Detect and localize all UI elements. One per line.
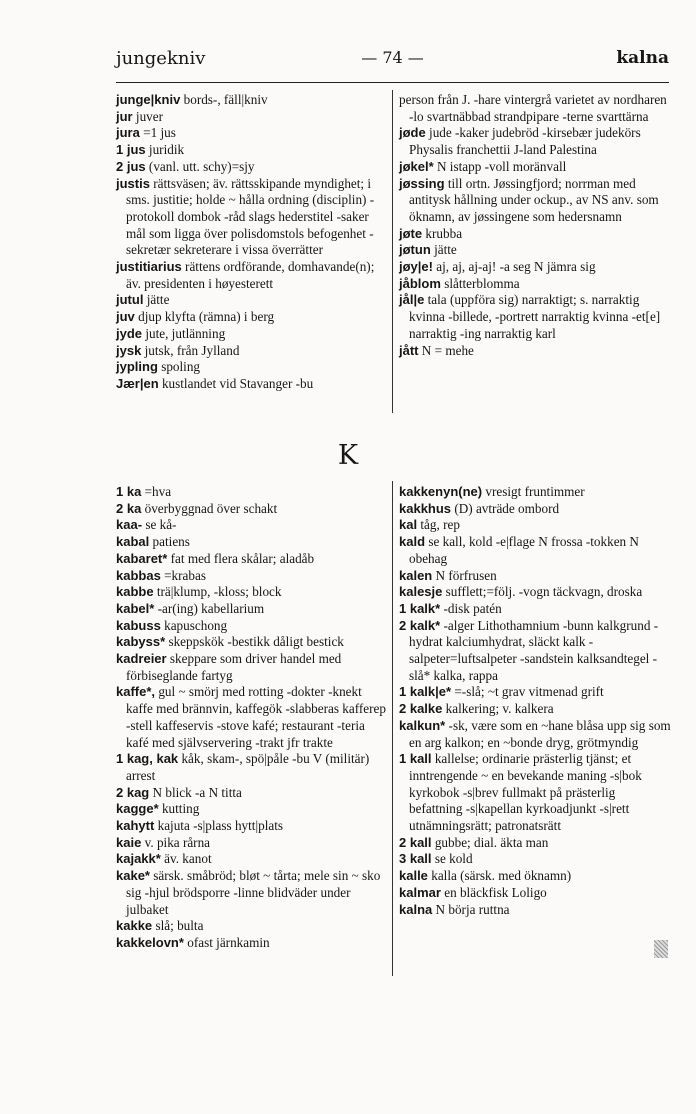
entry-definition: en bläckfisk Loligo (444, 884, 547, 900)
column-divider-upper (392, 90, 393, 413)
entry-definition: N blick -a N titta (152, 784, 242, 800)
dictionary-entry (399, 125, 671, 158)
entry-definition: kallelse; ordinarie prästerlig tjänst; et inntrengende ~ en bevekande maning -s|bok kyrkobok -s|brev fullmakt på prästerlig befattning -s|kapellan kyrkoadjunkt -s|rett utnämningsrätt; patronatsrätt (409, 751, 642, 834)
entry-headword: kabel* (116, 600, 155, 616)
dictionary-entry (116, 851, 388, 868)
entry-definition: =krabas (164, 567, 206, 583)
entry-definition: se kall, kold -e|flage N frossa -tokken N obehag (409, 534, 639, 566)
entry-headword: kahytt (116, 818, 155, 834)
entry-headword: kalmar (399, 884, 441, 900)
dictionary-entry (116, 176, 388, 260)
entry-definition: -sk, være som en ~hane blåsa upp sig som en arg kalkon; en ~bonde dryg, grötmyndig (409, 717, 671, 750)
entry-definition: se kå- (145, 517, 177, 533)
entry-definition: =1 jus (143, 125, 176, 141)
entry-definition: =hva (144, 484, 172, 499)
entry-definition: juver (135, 108, 164, 124)
entry-headword: 2 kalk* (399, 617, 441, 633)
entry-definition: kåk, skam-, spö|påle -bu V (militär) arrest (126, 751, 370, 783)
entry-definition: skeppskök -bestikk dåligt bestick (168, 634, 344, 650)
section-letter: K (337, 440, 359, 471)
entry-definition: -ar(ing) kabellarium (157, 600, 265, 616)
dictionary-entry (116, 918, 388, 935)
dictionary-entry (116, 801, 388, 818)
dictionary-entry (116, 517, 388, 534)
entry-headword: kabaret* (116, 550, 168, 566)
column-divider-lower (392, 481, 393, 976)
entry-definition: (D) avträde ombord (454, 500, 560, 516)
entry-definition: tåg, rep (420, 517, 460, 533)
entry-definition: aj, aj, aj-aj! -a seg N jämra sig (436, 259, 596, 275)
dictionary-entry (116, 584, 388, 601)
dictionary-entry (399, 902, 671, 919)
entry-definition: slå; bulta (155, 918, 204, 934)
entry-headword: jura (116, 125, 140, 141)
entry-definition: N förfrusen (435, 567, 497, 583)
dictionary-entry (116, 309, 388, 326)
dictionary-entry (399, 851, 671, 868)
entry-definition: -disk patén (443, 600, 502, 616)
dictionary-entry (399, 618, 671, 685)
entry-headword: kakkenyn(ne) (399, 484, 483, 499)
dictionary-entry (399, 226, 671, 243)
entry-headword: jåblom (399, 275, 441, 291)
dictionary-entry (116, 359, 388, 376)
dictionary-entry (116, 292, 388, 309)
entry-headword: kabuss (116, 617, 161, 633)
dictionary-entry (116, 751, 388, 784)
entry-definition: se kold (434, 851, 473, 867)
entry-headword: jyde (116, 325, 143, 341)
entry-headword: 1 kall (399, 751, 432, 767)
entry-definition: slåtterblomma (444, 275, 520, 291)
entry-definition: jute, jutlänning (145, 325, 226, 341)
entry-definition: trä|klump, -kloss; block (156, 584, 282, 600)
dictionary-entry (399, 718, 671, 751)
dictionary-entry (399, 534, 671, 567)
dictionary-entry (116, 651, 388, 684)
dictionary-entry (116, 142, 388, 159)
dictionary-entry (399, 584, 671, 601)
entry-headword: juv (116, 309, 135, 325)
dictionary-entry (399, 176, 671, 226)
entry-headword: kabyss* (116, 634, 166, 650)
entry-definition: kapuschong (164, 617, 228, 633)
dictionary-entry (116, 125, 388, 142)
entry-headword: kalna (399, 901, 433, 917)
page-number: — 74 — (361, 48, 424, 67)
entry-headword: 2 kag (116, 784, 150, 800)
dictionary-entry (116, 551, 388, 568)
entry-headword: jål|e (399, 292, 425, 308)
entry-definition: v. pika rårna (144, 834, 211, 850)
entry-headword: kabbe (116, 584, 154, 600)
entry-definition: spoling (161, 359, 201, 375)
dictionary-entry (399, 517, 671, 534)
entry-headword: 2 ka (116, 500, 142, 516)
entry-definition: jutsk, från Jylland (144, 342, 240, 358)
entry-headword: jøte (399, 225, 423, 241)
dictionary-entry (399, 684, 671, 701)
entry-headword: kadreier (116, 651, 167, 667)
dictionary-entry (116, 109, 388, 126)
dictionary-entry (399, 242, 671, 259)
dictionary-entry (116, 634, 388, 651)
running-head-right: kalna (616, 48, 669, 68)
entry-headword: jypling (116, 359, 158, 375)
entry-headword: kalkun* (399, 717, 446, 733)
entry-definition: fat med flera skålar; aladåb (170, 550, 315, 566)
entry-headword: kajakk* (116, 851, 161, 867)
entry-definition: särsk. småbröd; bløt ~ tårta; mele sin ~ sko sig -hjul brödsporre -linne blidväder under julbaket (126, 868, 381, 917)
dictionary-entry (399, 601, 671, 618)
dictionary-entry (116, 484, 388, 501)
dictionary-entry (399, 276, 671, 293)
dictionary-entry (116, 785, 388, 802)
entry-headword: kake* (116, 868, 150, 884)
running-head-left: jungekniv (116, 48, 206, 69)
entry-definition: N = mehe (421, 342, 474, 358)
entry-definition: juridik (148, 142, 185, 158)
entry-headword: kakke (116, 918, 153, 934)
entry-headword: kald (399, 534, 426, 550)
entry-headword: kagge* (116, 801, 159, 817)
entry-definition: vresigt fruntimmer (485, 484, 585, 499)
entry-headword: kalen (399, 567, 433, 583)
entry-headword: 2 kalke (399, 701, 443, 717)
entry-headword: kal (399, 517, 418, 533)
dictionary-entry (399, 701, 671, 718)
entry-definition: kutting (161, 801, 200, 817)
entry-headword: jøssing (399, 175, 445, 191)
entry-headword: kaffe*, (116, 684, 156, 700)
page-header (116, 48, 669, 74)
dictionary-entry (399, 568, 671, 585)
entry-headword: kaie (116, 834, 142, 850)
entry-definition: sufflett;=följ. -vogn täckvagn, droska (445, 584, 643, 600)
entry-definition: jude -kaker judebröd -kirsebær judekörs Physalis franchettii J-land Palestina (409, 125, 641, 158)
entry-definition: överbyggnad över schakt (144, 500, 278, 516)
dictionary-entry (399, 292, 671, 342)
dictionary-entry (399, 159, 671, 176)
entry-headword: jøtun (399, 242, 431, 258)
entry-headword: jått (399, 342, 419, 358)
dictionary-entry (116, 92, 388, 109)
dictionary-entry (399, 501, 671, 518)
entry-headword: junge|kniv (116, 92, 181, 107)
entry-headword: jutul (116, 292, 144, 308)
entry-headword: kakkhus (399, 500, 452, 516)
dictionary-entry (116, 835, 388, 852)
dictionary-entry (399, 751, 671, 835)
entry-headword: kabal (116, 534, 150, 550)
header-rule (116, 82, 669, 83)
entry-definition: kalla (särsk. med öknamn) (431, 868, 572, 884)
entry-headword: jur (116, 108, 133, 124)
dictionary-entry (399, 343, 671, 360)
entry-headword: 2 kall (399, 834, 432, 850)
entry-headword: 2 jus (116, 158, 146, 174)
dictionary-entry (116, 343, 388, 360)
entry-headword: 1 jus (116, 142, 146, 158)
entry-definition: person från J. -hare vintergrå varietet av nordharen -lo svartnäbbad strandpipare -terne svarttärna (399, 92, 667, 124)
entry-definition: =-slå; ~t grav vitmenad grift (454, 684, 604, 700)
entry-definition: N börja ruttna (435, 901, 510, 917)
entry-headword: 1 ka (116, 484, 142, 499)
entry-definition: kalkering; v. kalkera (445, 701, 554, 717)
dictionary-entry (116, 568, 388, 585)
entry-headword: 1 kalk|e* (399, 684, 452, 700)
entry-definition: gubbe; dial. äkta man (434, 834, 549, 850)
library-stamp-icon (654, 940, 668, 958)
dictionary-entry (116, 818, 388, 835)
entry-definition: kustlandet vid Stavanger -bu (161, 375, 314, 391)
entry-definition: jätte (434, 242, 457, 258)
entry-definition: rättsväsen; äv. rättsskipande myndighet; i sms. justitie; holde ~ hålla ordning (disciplin) -protokoll dombok -råd slags hederstitel -saker mål som ligga över polisdomstols befogenhet -sekretær sekreterare i vissa överrätter (126, 175, 375, 258)
dictionary-entry (116, 601, 388, 618)
column-lower-right (399, 484, 671, 918)
entry-headword: justis (116, 175, 150, 191)
entry-definition: djup klyfta (rämna) i berg (138, 309, 275, 325)
entry-definition: (vanl. utt. schy)=sjy (148, 158, 255, 174)
dictionary-entry (116, 935, 388, 952)
column-upper-right (399, 92, 671, 359)
dictionary-entry (399, 484, 671, 501)
dictionary-entry (399, 259, 671, 276)
entry-headword: Jær|en (116, 375, 159, 391)
entry-definition: bords-, fäll|kniv (183, 92, 268, 107)
entry-definition: rättens ordförande, domhavande(n); äv. presidenten i høyesterett (126, 259, 375, 291)
entry-definition: skeppare som driver handel med förbiseglande fartyg (126, 651, 342, 683)
entry-definition: till ortn. Jøssingfjord; norrman med antitysk hållning under ockup., av NS anv. som öknamn, av jøssingene som hedersnamn (409, 175, 659, 224)
dictionary-entry (399, 92, 671, 125)
entry-headword: kalle (399, 868, 428, 884)
entry-definition: kajuta -s|plass hytt|plats (157, 818, 284, 834)
entry-definition: jätte (146, 292, 170, 308)
entry-headword: 1 kag, kak (116, 751, 179, 767)
dictionary-entry (116, 618, 388, 635)
dictionary-entry (116, 534, 388, 551)
entry-definition: ofast järnkamin (187, 934, 270, 950)
dictionary-entry (399, 868, 671, 885)
entry-definition: äv. kanot (164, 851, 212, 867)
entry-headword: kalesje (399, 584, 443, 600)
dictionary-entry (116, 501, 388, 518)
entry-headword: jysk (116, 342, 142, 358)
entry-headword: kaa- (116, 517, 143, 533)
entry-headword: jøy|e! (399, 259, 433, 275)
entry-definition: patiens (152, 534, 190, 550)
entry-headword: kabbas (116, 567, 161, 583)
dictionary-entry (116, 159, 388, 176)
column-lower-left (116, 484, 388, 952)
dictionary-entry (116, 376, 388, 393)
entry-definition: gul ~ smörj med rotting -dokter -knekt kaffe med brännvin, kaffegök -slabberas kafferep -stell kaffeservis -stove kafé; restaurant -teria kafé med självservering -trakt jfr trakte (126, 684, 386, 750)
entry-headword: jøkel* (399, 158, 434, 174)
dictionary-entry (116, 259, 388, 292)
dictionary-entry (116, 326, 388, 343)
entry-definition: krubba (425, 225, 463, 241)
entry-headword: 3 kall (399, 851, 432, 867)
dictionary-entry (116, 868, 388, 918)
entry-definition: tala (uppföra sig) narraktigt; s. narraktig kvinna -billede, -portrett narraktig kvinna -et[e] narraktig -ing narraktig karl (409, 292, 661, 341)
column-upper-left (116, 92, 388, 393)
entry-headword: justitiarius (116, 259, 182, 275)
entry-definition: N istapp -voll moränvall (436, 158, 567, 174)
dictionary-entry (399, 885, 671, 902)
entry-headword: 1 kalk* (399, 600, 441, 616)
entry-definition: -alger Lithothamnium -bunn kalkgrund -hydrat kalciumhydrat, släckt kalk -salpeter=luftsalpeter -sandstein kalksandtegel -slå* kalka, rappa (409, 617, 659, 683)
entry-headword: kakkelovn* (116, 934, 184, 950)
entry-headword: jøde (399, 125, 426, 141)
dictionary-entry (116, 684, 388, 751)
dictionary-entry (399, 835, 671, 852)
